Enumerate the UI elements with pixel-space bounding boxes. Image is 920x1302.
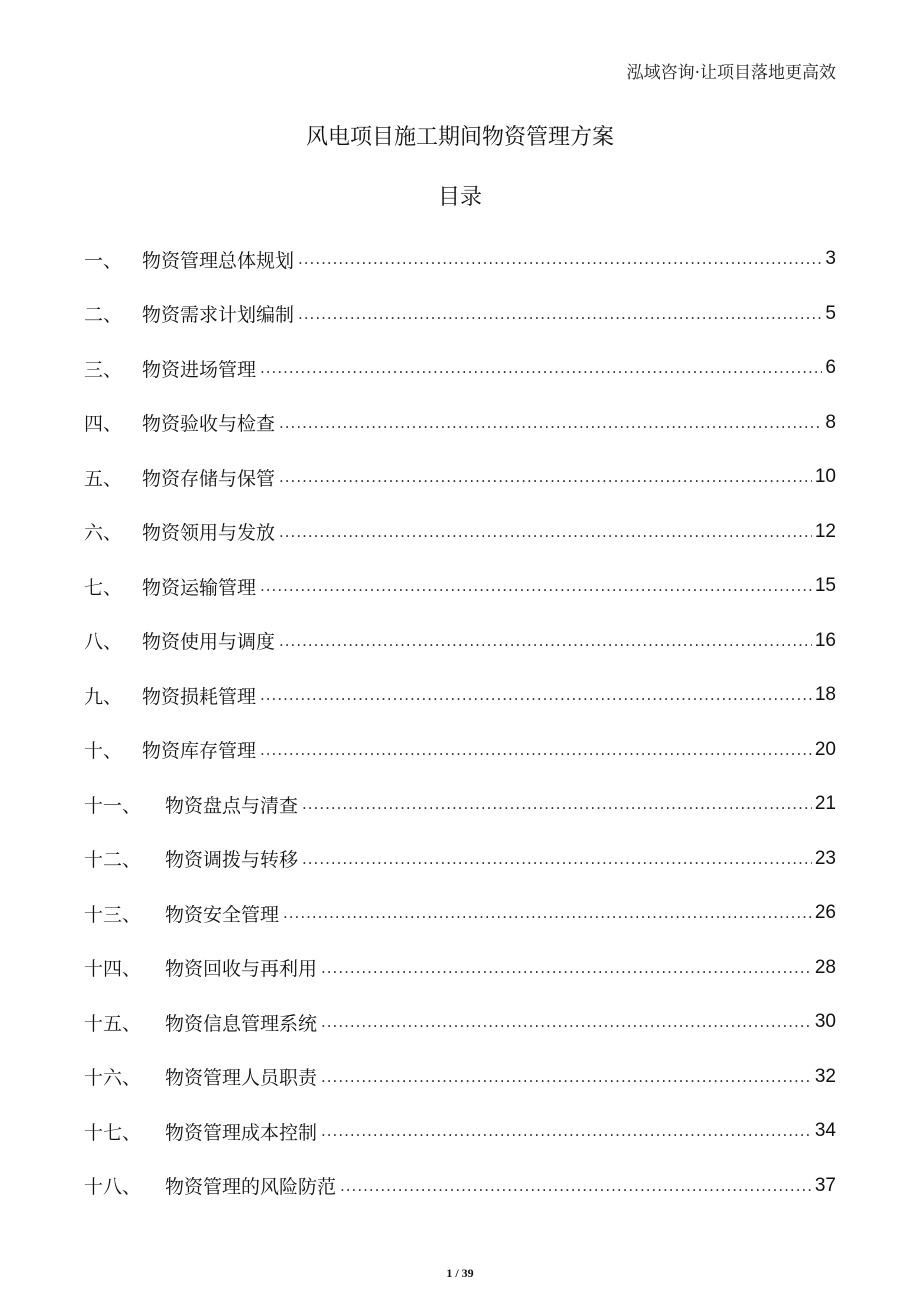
toc-entry-page: 34 bbox=[814, 1120, 836, 1142]
toc-entry-label: 物资管理成本控制 bbox=[165, 1121, 318, 1144]
toc-entry[interactable] bbox=[84, 450, 836, 505]
toc-entry[interactable] bbox=[84, 559, 836, 614]
document-title: 风电项目施工期间物资管理方案 bbox=[305, 125, 614, 150]
dot-leader bbox=[321, 1013, 812, 1031]
toc-heading: 目录 bbox=[437, 185, 482, 210]
toc-entry-label: 物资使用与调度 bbox=[142, 631, 276, 654]
toc-entry-page: 21 bbox=[814, 793, 836, 815]
toc-entry-page: 37 bbox=[814, 1174, 836, 1196]
toc-entry-label: 物资库存管理 bbox=[142, 740, 257, 763]
toc-entry-number: 十七、 bbox=[84, 1121, 142, 1144]
toc-entry-number: 十五、 bbox=[84, 1012, 142, 1035]
dot-leader bbox=[260, 686, 812, 704]
toc-entry-label: 物资验收与检查 bbox=[142, 413, 276, 436]
toc-entry[interactable] bbox=[84, 1159, 836, 1214]
toc-entry-page: 18 bbox=[814, 684, 836, 706]
toc-entry[interactable] bbox=[84, 1050, 836, 1105]
toc-entry[interactable] bbox=[84, 505, 836, 560]
toc-entry-page: 26 bbox=[814, 902, 836, 924]
toc-entry-number: 一、 bbox=[84, 249, 123, 272]
dot-leader bbox=[279, 632, 812, 650]
toc-entry[interactable] bbox=[84, 232, 836, 287]
toc-entry-label: 物资领用与发放 bbox=[142, 522, 276, 545]
toc-entry-label: 物资信息管理系统 bbox=[165, 1012, 318, 1035]
dot-leader bbox=[298, 250, 822, 268]
toc-entry-label: 物资管理总体规划 bbox=[142, 249, 295, 272]
dot-leader bbox=[321, 1068, 812, 1086]
toc-entry-page: 16 bbox=[814, 629, 836, 651]
toc-entry-page: 15 bbox=[814, 575, 836, 597]
toc-entry[interactable] bbox=[84, 1104, 836, 1159]
toc-entry-page: 30 bbox=[814, 1011, 836, 1033]
dot-leader bbox=[321, 959, 812, 977]
toc-entry-page: 3 bbox=[825, 248, 836, 270]
toc-entry[interactable] bbox=[84, 723, 836, 778]
toc-entry[interactable] bbox=[84, 995, 836, 1050]
toc-entry-page: 12 bbox=[814, 520, 836, 542]
toc-entry-page: 20 bbox=[814, 738, 836, 760]
dot-leader bbox=[302, 850, 812, 868]
dot-leader bbox=[279, 523, 812, 541]
toc-entry-page: 6 bbox=[825, 357, 836, 379]
toc-entry-number: 十一、 bbox=[84, 794, 142, 817]
dot-leader bbox=[302, 795, 812, 813]
toc-entry-number: 三、 bbox=[84, 358, 123, 381]
dot-leader bbox=[298, 305, 822, 323]
toc-entry-number: 十二、 bbox=[84, 849, 142, 872]
toc-entry-page: 28 bbox=[814, 956, 836, 978]
toc-entry-number: 十八、 bbox=[84, 1176, 142, 1199]
table-of-contents bbox=[84, 232, 836, 1213]
toc-entry-number: 六、 bbox=[84, 522, 123, 545]
dot-leader bbox=[283, 904, 812, 922]
toc-entry-number: 十六、 bbox=[84, 1067, 142, 1090]
header-tagline: 泓域咨询·让项目落地更高效 bbox=[626, 63, 836, 83]
toc-entry[interactable] bbox=[84, 341, 836, 396]
toc-entry-number: 七、 bbox=[84, 576, 123, 599]
toc-entry-number: 十、 bbox=[84, 740, 123, 763]
toc-entry-label: 物资损耗管理 bbox=[142, 685, 257, 708]
toc-entry[interactable] bbox=[84, 886, 836, 941]
toc-entry-label: 物资需求计划编制 bbox=[142, 304, 295, 327]
toc-entry-label: 物资安全管理 bbox=[165, 903, 280, 926]
toc-entry[interactable] bbox=[84, 777, 836, 832]
dot-leader bbox=[260, 359, 822, 377]
dot-leader bbox=[260, 577, 812, 595]
dot-leader bbox=[321, 1122, 812, 1140]
toc-entry-label: 物资盘点与清查 bbox=[165, 794, 299, 817]
toc-entry-number: 二、 bbox=[84, 304, 123, 327]
toc-entry-page: 23 bbox=[814, 847, 836, 869]
dot-leader bbox=[279, 414, 822, 432]
toc-entry-page: 32 bbox=[814, 1065, 836, 1087]
toc-entry-number: 十四、 bbox=[84, 958, 142, 981]
page-indicator: 1 / 39 bbox=[446, 1266, 474, 1280]
toc-entry[interactable] bbox=[84, 614, 836, 669]
toc-entry-page: 10 bbox=[814, 466, 836, 488]
toc-entry-number: 四、 bbox=[84, 413, 123, 436]
toc-entry-number: 八、 bbox=[84, 631, 123, 654]
toc-entry-label: 物资进场管理 bbox=[142, 358, 257, 381]
toc-entry[interactable] bbox=[84, 832, 836, 887]
toc-entry-label: 物资回收与再利用 bbox=[165, 958, 318, 981]
toc-entry-number: 十三、 bbox=[84, 903, 142, 926]
toc-entry-label: 物资运输管理 bbox=[142, 576, 257, 599]
toc-entry-number: 九、 bbox=[84, 685, 123, 708]
toc-entry[interactable] bbox=[84, 668, 836, 723]
dot-leader bbox=[279, 468, 812, 486]
toc-entry[interactable] bbox=[84, 396, 836, 451]
toc-entry-page: 5 bbox=[825, 302, 836, 324]
toc-entry-label: 物资调拨与转移 bbox=[165, 849, 299, 872]
toc-entry-number: 五、 bbox=[84, 467, 123, 490]
toc-entry-page: 8 bbox=[825, 411, 836, 433]
toc-entry[interactable] bbox=[84, 941, 836, 996]
dot-leader bbox=[340, 1177, 812, 1195]
toc-entry-label: 物资存储与保管 bbox=[142, 467, 276, 490]
toc-entry-label: 物资管理人员职责 bbox=[165, 1067, 318, 1090]
toc-entry[interactable] bbox=[84, 287, 836, 342]
dot-leader bbox=[260, 741, 812, 759]
toc-entry-label: 物资管理的风险防范 bbox=[165, 1176, 337, 1199]
